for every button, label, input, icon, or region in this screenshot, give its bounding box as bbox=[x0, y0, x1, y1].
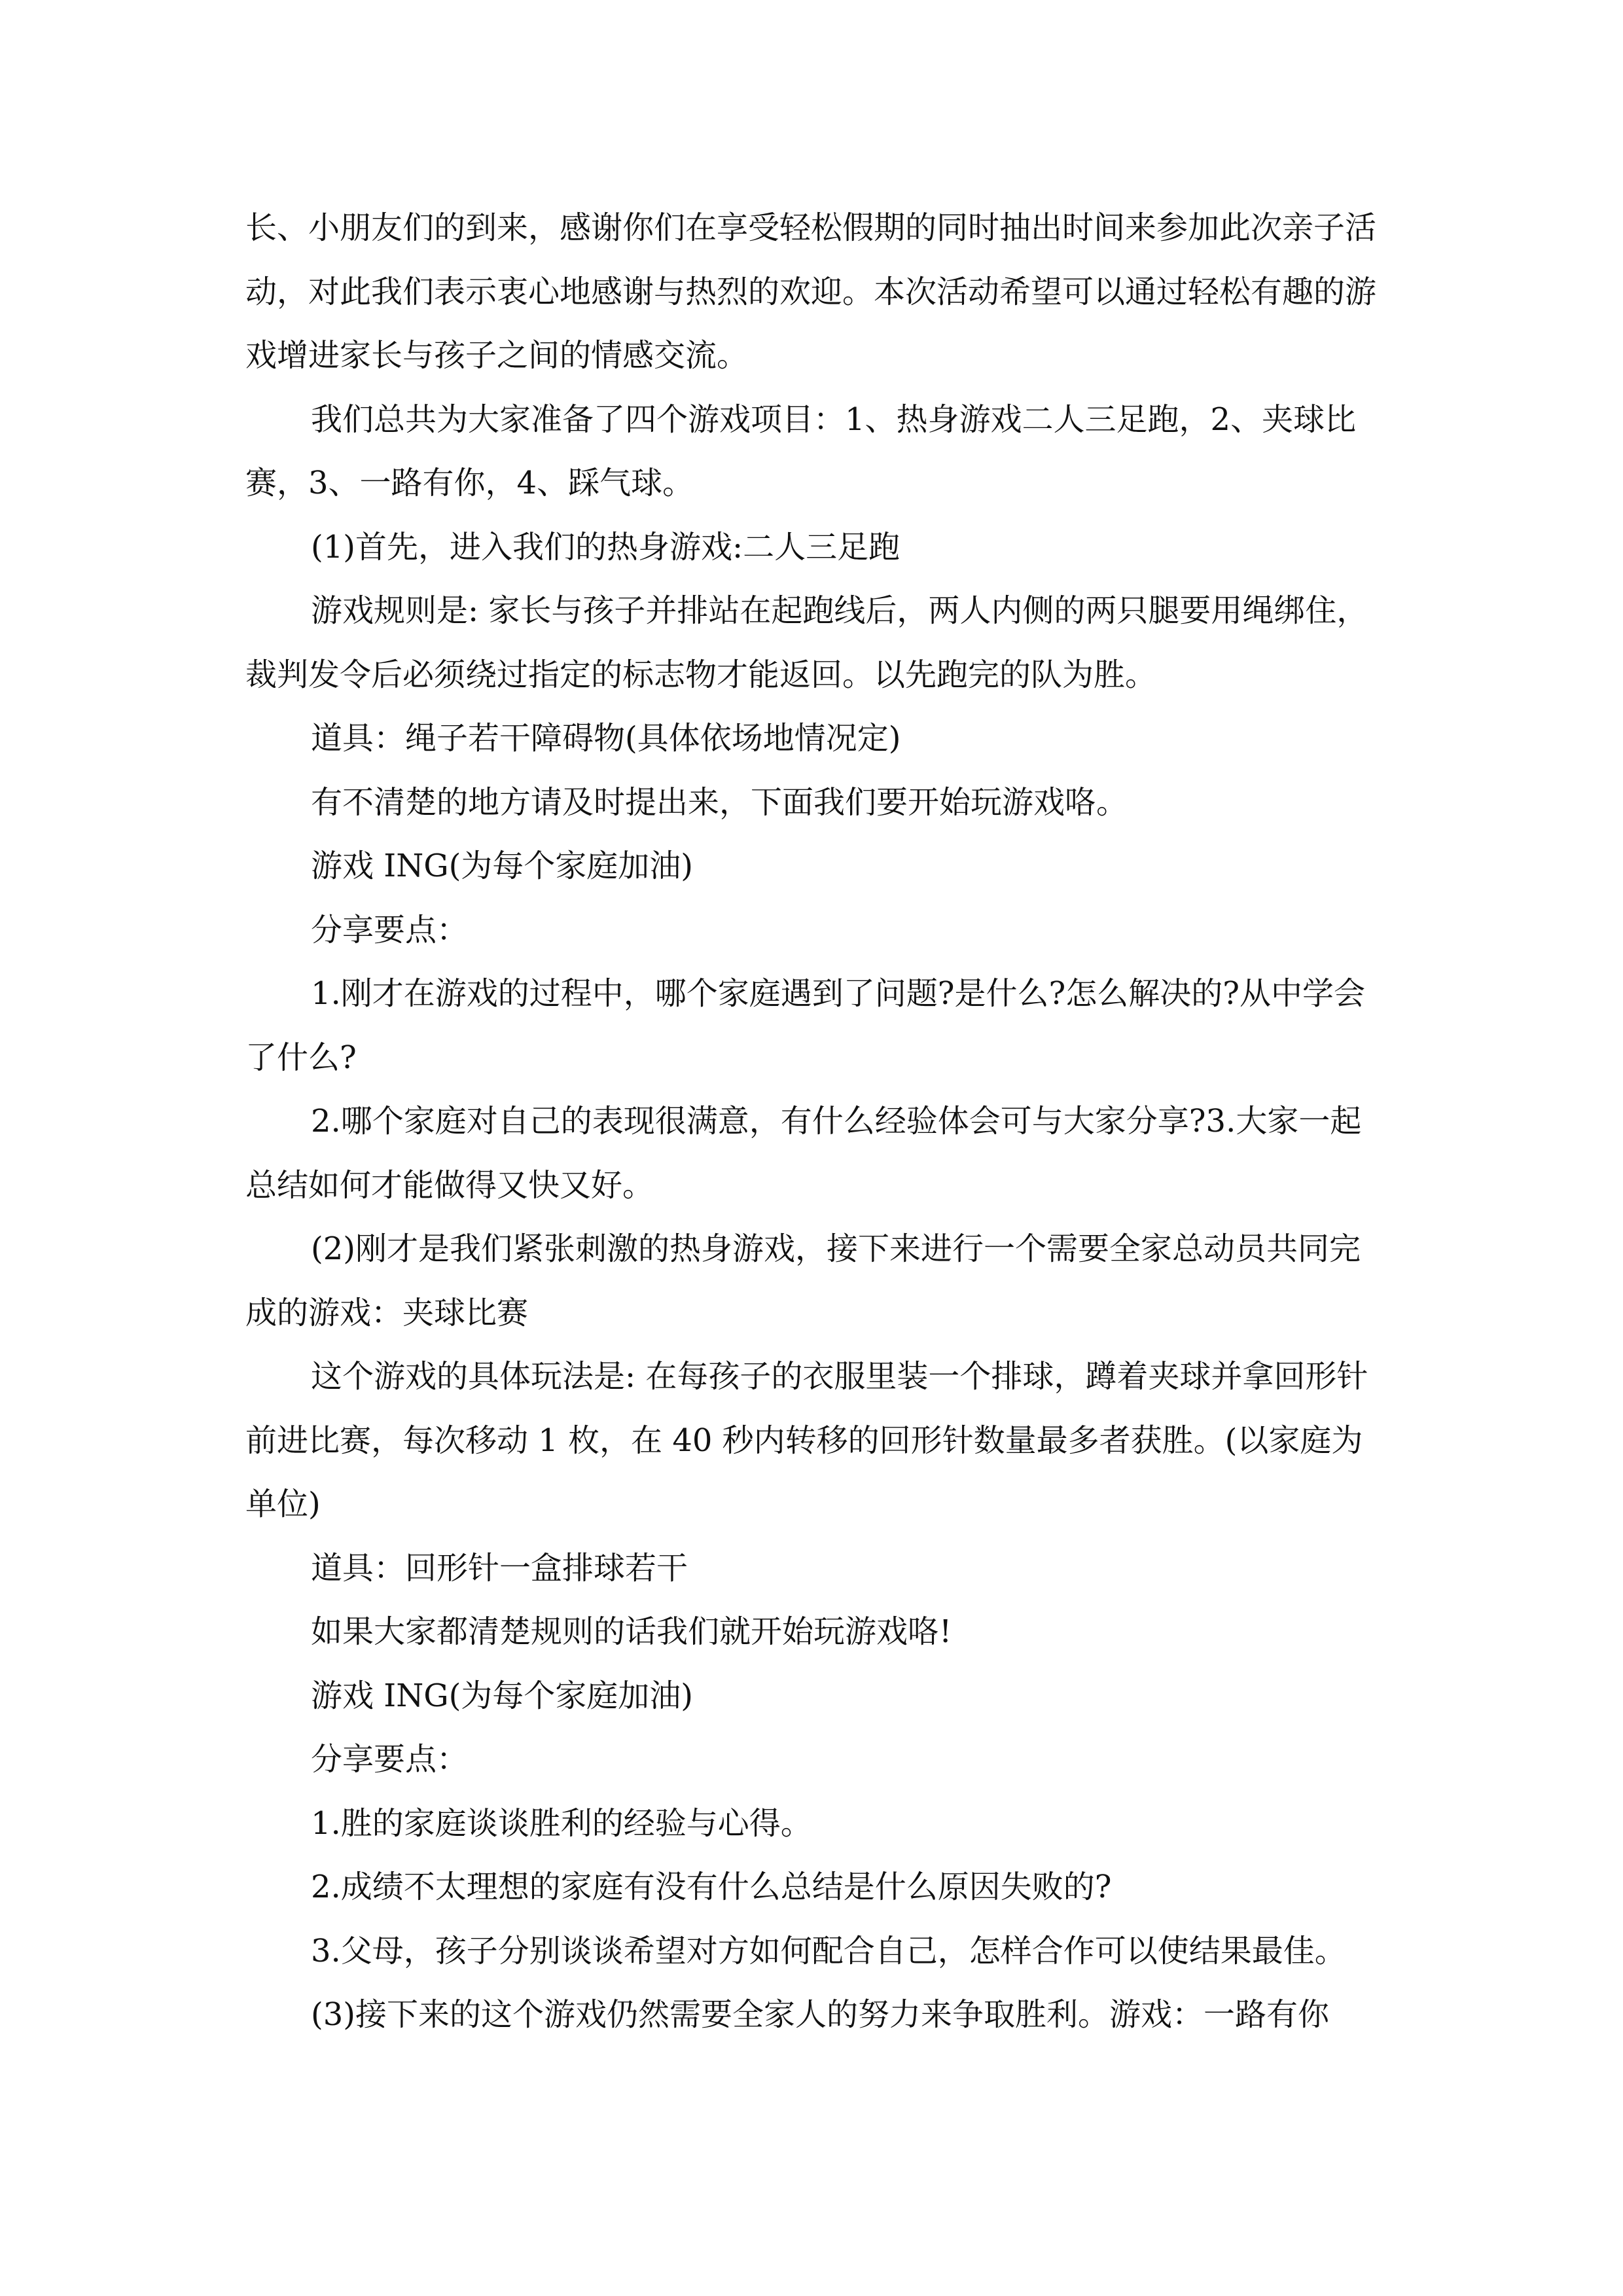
paragraph-game2-start: 如果大家都清楚规则的话我们就开始玩游戏咯! bbox=[311, 1613, 952, 1650]
paragraph-game1-sharing-heading: 分享要点： bbox=[311, 911, 469, 948]
paragraph-game1-questions: 有不清楚的地方请及时提出来，下面我们要开始玩游戏咯。 bbox=[311, 783, 1128, 821]
paragraph-game2-heading: (2)刚才是我们紧张刺激的热身游戏，接下来进行一个需要全家总动员共同完成的游戏：夹球比赛 bbox=[245, 1230, 1361, 1331]
paragraph-game1-heading: (1)首先，进入我们的热身游戏:二人三足跑 bbox=[311, 528, 901, 565]
paragraph-game2-sharing-point-1: 1.胜的家庭谈谈胜利的经验与心得。 bbox=[311, 1804, 812, 1842]
paragraph-game2-sharing-point-2: 2.成绩不太理想的家庭有没有什么总结是什么原因失败的? bbox=[311, 1869, 1112, 1905]
paragraph-game1-playing: 游戏 ING(为每个家庭加油) bbox=[311, 848, 694, 884]
paragraph-game2-sharing-heading: 分享要点： bbox=[311, 1741, 469, 1778]
paragraph-game2-rules: 这个游戏的具体玩法是: 在每孩子的衣服里装一个排球，蹲着夹球并拿回形针前进比赛，每次移动 1 枚，在 40 秒内转移的回形针数量最多者获胜。(以家庭为单位) bbox=[245, 1358, 1368, 1522]
paragraph-game-list: 我们总共为大家准备了四个游戏项目：1、热身游戏二人三足跑，2、夹球比赛，3、一路有你，4、踩气球。 bbox=[245, 401, 1357, 501]
document-body bbox=[245, 196, 1381, 2047]
paragraph-game1-props: 道具：绳子若干障碍物(具体依场地情况定) bbox=[311, 720, 901, 757]
paragraph-game1-rules: 游戏规则是: 家长与孩子并排站在起跑线后，两人内侧的两只腿要用绳绑住，裁判发令后必须绕过指定的标志物才能返回。以先跑完的队为胜。 bbox=[245, 592, 1368, 693]
paragraph-game1-sharing-point-1: 1.刚才在游戏的过程中，哪个家庭遇到了问题?是什么?怎么解决的?从中学会了什么? bbox=[245, 975, 1366, 1076]
paragraph-game2-sharing-point-3: 3.父母，孩子分别谈谈希望对方如何配合自己，怎样合作可以使结果最佳。 bbox=[311, 1932, 1346, 1969]
paragraph-welcome: 长、小朋友们的到来，感谢你们在享受轻松假期的同时抽出时间来参加此次亲子活动，对此我们表示衷心地感谢与热烈的欢迎。本次活动希望可以通过轻松有趣的游戏增进家长与孩子之间的情感交流。 bbox=[245, 209, 1377, 374]
paragraph-game3-heading: (3)接下来的这个游戏仍然需要全家人的努力来争取胜利。游戏：一路有你 bbox=[311, 1996, 1329, 2033]
paragraph-game2-props: 道具：回形针一盒排球若干 bbox=[311, 1549, 688, 1587]
paragraph-game1-sharing-point-2: 2.哪个家庭对自己的表现很满意，有什么经验体会可与大家分享?3.大家一起总结如何才能做得又快又好。 bbox=[245, 1103, 1362, 1204]
paragraph-game2-playing: 游戏 ING(为每个家庭加油) bbox=[311, 1677, 694, 1714]
